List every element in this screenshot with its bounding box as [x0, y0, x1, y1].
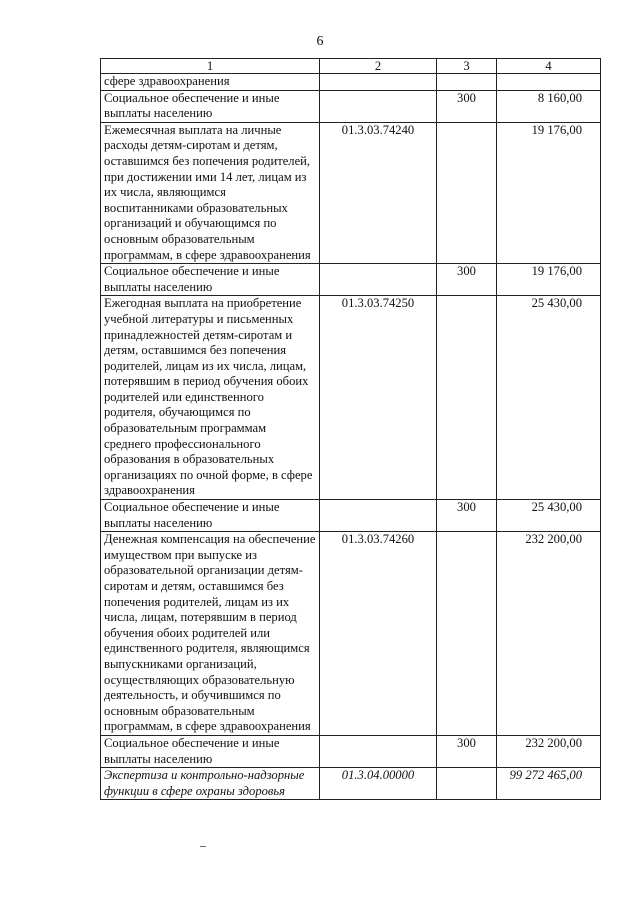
column-header-1: 1 [101, 59, 320, 74]
row-type-cell: 300 [437, 500, 497, 532]
row-amount-cell: 19 176,00 [497, 122, 601, 263]
table-body [101, 74, 601, 800]
row-code-cell [320, 735, 437, 767]
column-header-3: 3 [437, 59, 497, 74]
row-type-cell [437, 122, 497, 263]
table-row [101, 74, 601, 91]
row-code-cell [320, 500, 437, 532]
column-header-4: 4 [497, 59, 601, 74]
row-name-cell: сфере здравоохранения [101, 74, 320, 91]
row-amount-cell [497, 74, 601, 91]
row-type-cell: 300 [437, 90, 497, 122]
row-type-cell [437, 296, 497, 500]
row-amount-cell: 99 272 465,00 [497, 768, 601, 800]
row-name-cell: Ежегодная выплата на приобретение учебной литературы и письменных принадлежностей детям-сиротам и детям, оставшимся без попечения родителей, лицам из их числа, лицам, потерявшим в период обучения обоих родителей или единственного родителя, обучающимся по образовательным программам среднего профессионального образования в образовательных организациях по очной форме, в сфере здравоохранения [101, 296, 320, 500]
row-name-cell: Денежная компенсация на обеспечение имуществом при выпуске из образовательной организации детям-сиротам и детям, оставшимся без попечения родителей, лицам из их числа, лицам, потерявшим в период обучения обоих родителей или единственного родителя, являющимся выпускниками организаций, осуществляющих образовательную деятельность, и обучившимся по основным образовательным программам, в сфере здравоохранения [101, 532, 320, 736]
row-amount-cell: 25 430,00 [497, 500, 601, 532]
row-name-cell: Социальное обеспечение и иные выплаты населению [101, 735, 320, 767]
row-amount-cell: 232 200,00 [497, 532, 601, 736]
table-row [101, 532, 601, 736]
row-amount-cell: 232 200,00 [497, 735, 601, 767]
row-code-cell [320, 264, 437, 296]
row-amount-cell: 19 176,00 [497, 264, 601, 296]
row-name-cell: Экспертиза и контрольно-надзорные функции в сфере охраны здоровья [101, 768, 320, 800]
table-header-row [101, 59, 601, 74]
row-code-cell: 01.3.04.00000 [320, 768, 437, 800]
table-row [101, 500, 601, 532]
row-amount-cell: 25 430,00 [497, 296, 601, 500]
row-code-cell: 01.3.03.74240 [320, 122, 437, 263]
table-row [101, 264, 601, 296]
row-type-cell: 300 [437, 264, 497, 296]
table-row [101, 768, 601, 800]
row-type-cell [437, 768, 497, 800]
table-row [101, 735, 601, 767]
table-row [101, 296, 601, 500]
row-amount-cell: 8 160,00 [497, 90, 601, 122]
row-type-cell [437, 74, 497, 91]
row-code-cell: 01.3.03.74260 [320, 532, 437, 736]
row-type-cell: 300 [437, 735, 497, 767]
row-type-cell [437, 532, 497, 736]
budget-table [100, 58, 601, 800]
column-header-2: 2 [320, 59, 437, 74]
row-name-cell: Социальное обеспечение и иные выплаты населению [101, 500, 320, 532]
table-row [101, 122, 601, 263]
row-code-cell: 01.3.03.74250 [320, 296, 437, 500]
row-name-cell: Социальное обеспечение и иные выплаты населению [101, 264, 320, 296]
row-name-cell: Ежемесячная выплата на личные расходы детям-сиротам и детям, оставшимся без попечения родителей, при достижении ими 14 лет, лицам из их числа, являющимся воспитанниками образовательных организаций и обучающимся по основным образовательным программам, в сфере здравоохранения [101, 122, 320, 263]
row-code-cell [320, 74, 437, 91]
row-name-cell: Социальное обеспечение и иные выплаты населению [101, 90, 320, 122]
row-code-cell [320, 90, 437, 122]
table-row [101, 90, 601, 122]
page-number: 6 [316, 34, 324, 49]
page-mark [200, 846, 206, 847]
